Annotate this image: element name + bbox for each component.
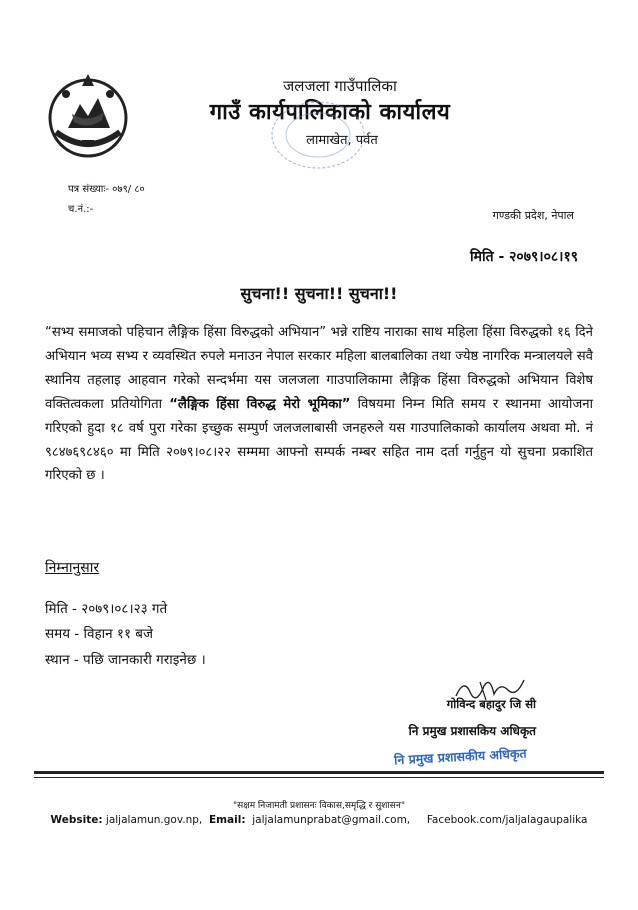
facebook-link[interactable]: Facebook.com/jaljalagaupalika [426,814,588,826]
website-link[interactable]: jaljalamun.gov.np, [105,814,203,826]
email-link[interactable]: jaljalamunprabat@gmail.com, [252,814,411,826]
notice-title: सुचना!! सुचना!! सुचना!! [240,284,398,303]
letter-number: पत्र संख्याः- ०७९/ ८० [68,184,145,195]
dispatch-number: च.नं.:- [68,204,94,215]
office-name: गाउँ कार्यपालिकाको कार्यालय [209,100,451,125]
footer-contacts [0,814,638,826]
body-text-part1: “सभ्य समाजको पहिचान लैङ्गिक हिंसा विरुद्धको अभियान” भन्ने राष्टिय नाराका साथ महिला हिंसा विरुद्धको १६ दिने अभियान भव्य सभ्य र व्यवस्थित रुपले मनाउन नेपाल सरकार महिला बालबालिका तथा ज्येष्ठ नागरिक मन्त्रालयले सवै स्थानिय तहलाइ आहवान गरेको सन्दर्भमा यस जलजला गाउपालिकामा लैङ्गिक हिंसा विरुद्धको अभियान विशेष वक्तित्वकला प्रतियोगिता [45,325,593,412]
email-label: Email: [208,814,246,826]
competition-topic: “लैङ्गिक हिंसा विरुद्ध मेरो भूमिका” [169,396,351,412]
office-location: लामाखेत, पर्वत [306,133,378,148]
event-time: समय - विहान ११ बजे [45,626,153,642]
event-date: मिति - २०७९।०८।२३ गते [45,601,168,617]
municipality-name: जलजला गाउँपालिका [283,77,397,95]
website-label: Website: [50,814,103,826]
signatory-name: गोविन्द बहादुर जि सी [446,697,536,711]
details-heading: निम्नानुसार [45,560,100,576]
footer-divider-thin [34,777,604,778]
province-label: गण्डकी प्रदेश, नेपाल [492,209,574,222]
notice-body [45,321,593,488]
footer-divider [34,771,604,774]
designation-stamp: नि प्रमुख प्रशासकीय अधिकृत [393,745,527,768]
letter-date: मिति - २०७९।०८।१९ [469,249,578,265]
body-text-part2: विषयमा निम्न मिति समय र स्थानमा आयोजना गरिएको हुदा १८ वर्ष पुरा गरेका इच्छुक सम्पुर्ण जलजलाबासी जनहरुले यस गाउपालिकाको कार्यालय अथवा मो. नं ९८४७६९८४६० मा मिति २०७९।०८।२२ सम्ममा आफ्नो सम्पर्क नम्बर सहित नाम दर्ता गर्नुहुन यो सुचना प्रकाशित गरिएको छ । [45,396,593,484]
signatory-title: नि प्रमुख प्रशासकिय अधिकृत [408,724,536,738]
footer-motto: "सक्षम निजामती प्रशासनः विकास,समृद्धि र सुशासन" [233,801,405,811]
nepal-emblem-icon [42,70,134,162]
event-place: स्थान - पछि जानकारी गराइनेछ । [45,652,206,668]
